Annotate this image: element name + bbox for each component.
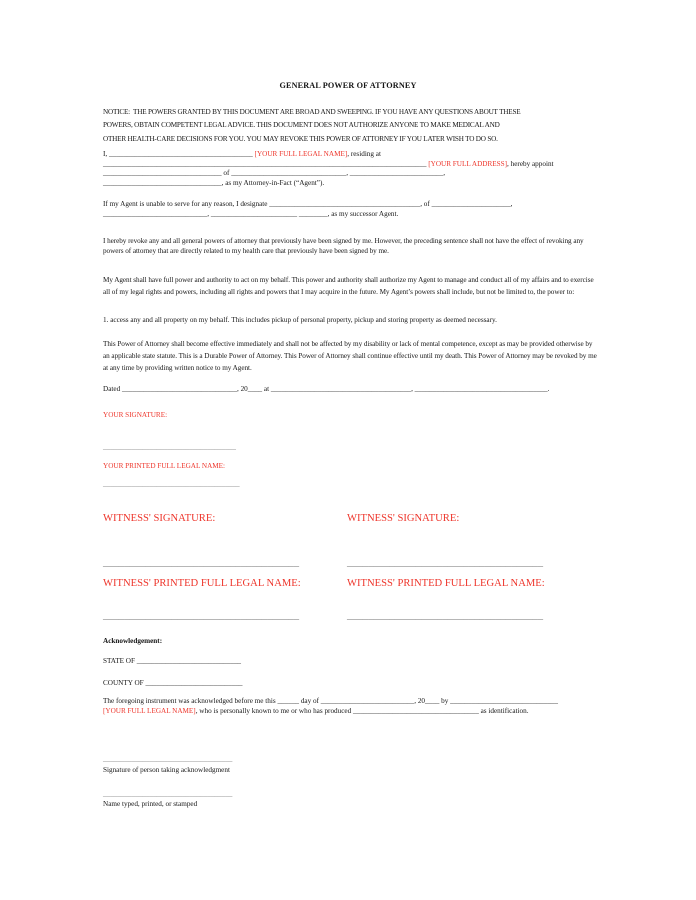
notice-line: POWERS, OBTAIN COMPETENT LEGAL ADVICE. THIS DOCUMENT DOES NOT AUTHORIZE ANYONE TO MAKE MEDICAL AND	[103, 121, 500, 130]
witness1-printed-name-label: WITNESS' PRINTED FULL LEGAL NAME:	[103, 578, 301, 589]
witness1-signature-line: _____________________________________	[103, 557, 299, 568]
successor-clause	[103, 200, 512, 219]
appointment-text: of	[221, 169, 232, 178]
appointment-text: , hereby appoint	[507, 159, 554, 168]
acknowledged-by-blank: ______________________________	[450, 697, 558, 705]
county-label: COUNTY OF	[103, 679, 146, 687]
successor-line-1	[103, 200, 512, 210]
county-blank: ___________________________	[145, 679, 243, 687]
successor-blank: ________	[298, 209, 328, 218]
dated-line	[103, 384, 549, 394]
agent-extra-blank: _________________________________	[103, 179, 222, 188]
county-line	[103, 678, 243, 688]
principal-printed-name-label: YOUR PRINTED FULL LEGAL NAME:	[103, 462, 226, 470]
principal-signature-line: _____________________________________	[103, 443, 236, 451]
ack-text: day of	[299, 697, 321, 705]
successor-text: If my Agent is unable to serve for any reason, I designate	[103, 200, 270, 208]
notice-paragraph	[103, 106, 520, 146]
witness2-printed-name-label: WITNESS' PRINTED FULL LEGAL NAME:	[347, 578, 545, 589]
appointment-line-2	[103, 160, 554, 170]
acknowledgment-heading: Acknowledgement:	[103, 637, 163, 645]
dated-text: ,	[411, 385, 415, 393]
notary-signature-line: ____________________________________	[103, 755, 233, 763]
dated-text: Dated	[103, 385, 122, 393]
place-blank: _____________________________________	[414, 385, 548, 393]
appointment-text: , residing at	[347, 150, 381, 158]
ack-text: , 20	[414, 697, 425, 705]
power-item-1: 1. access any and all property on my behalf. This includes pickup of personal property, pickup and storing property as deemed necessary.	[103, 316, 497, 324]
state-blank: _____________________________	[136, 657, 241, 665]
appointment-text: , as my Attorney-in-Fact (“Agent”).	[221, 179, 325, 188]
state-label: STATE OF	[103, 657, 137, 665]
agent-state-blank: __________________________	[349, 169, 444, 178]
state-line	[103, 656, 241, 666]
principal-printed-name-line: ______________________________________	[103, 480, 240, 488]
powers-clause: My Agent shall have full power and authority to act on my behalf. This power and authority shall authorize my Agent to manage and conduct all of my affairs and to exercise all of my legal rights and powers, including all rights and powers that I may acquire in the future. My Agent’s powers shall include, but not be limited to, the power to:	[103, 276, 594, 296]
appointment-text: I,	[103, 150, 109, 158]
agent-name-blank: _________________________________	[103, 169, 222, 178]
successor-state-blank: _____________________________	[103, 209, 208, 218]
durability-clause: This Power of Attorney shall become effective immediately and shall not be affected by my disability or lack of mental competence, except as may be provided otherwise by an applicable state statute. This is a Durable Power of Attorney. This Power of Attorney shall continue effective until my death. This Power of Attorney may be revoked by me at any time by providing written notice to my Agent.	[103, 340, 597, 372]
ack-text: , who is personally known to me or who has produced	[195, 707, 354, 715]
dated-text: at	[262, 385, 271, 393]
principal-address-blank: __________________________________________________________________________________________	[103, 159, 427, 168]
witness1-printed-name-line: _____________________________________	[103, 610, 299, 621]
place-blank: _______________________________________	[270, 385, 412, 393]
witness1-signature-label: WITNESS' SIGNATURE:	[103, 513, 216, 524]
date-blank: ________________________________	[121, 385, 237, 393]
identification-blank: ___________________________________	[353, 707, 479, 715]
principal-signature-label: YOUR SIGNATURE:	[103, 411, 168, 419]
notary-acknowledgment-line-1	[103, 696, 558, 706]
notary-name-line: ____________________________________	[103, 790, 233, 798]
principal-name-placeholder: [YOUR FULL LEGAL NAME]	[254, 150, 348, 158]
ack-text: by	[439, 697, 451, 705]
successor-text: , of	[420, 200, 432, 208]
appointment-text: ,	[346, 169, 350, 178]
notary-name-caption: Name typed, printed, or stamped	[103, 800, 198, 808]
successor-blank: ________________________	[210, 209, 298, 218]
appointment-text: ,	[443, 169, 446, 178]
successor-text: , as my successor Agent.	[327, 209, 399, 218]
ack-text: as identification.	[478, 707, 529, 715]
successor-name-blank: __________________________________________	[269, 200, 421, 208]
notary-signature-caption: Signature of person taking acknowledgment	[103, 766, 230, 774]
dated-text: , 20	[236, 385, 248, 393]
witness2-printed-name-line: _____________________________________	[347, 610, 543, 621]
year-blank: ____	[247, 385, 263, 393]
agent-city-blank: ________________________________	[231, 169, 347, 178]
principal-name-placeholder: [YOUR FULL LEGAL NAME]	[103, 707, 196, 715]
ack-text: The foregoing instrument was acknowledged before me this	[103, 697, 278, 705]
appointment-line-1	[103, 150, 554, 160]
month-blank: __________________________	[320, 697, 415, 705]
successor-city-blank: ______________________	[431, 200, 511, 208]
appointment-line-3	[103, 169, 554, 179]
notice-line: OTHER HEALTH-CARE DECISIONS FOR YOU. YOU MAY REVOKE THIS POWER OF ATTORNEY IF YOU LATER WISH TO DO SO.	[103, 134, 498, 143]
successor-line-2	[103, 210, 512, 220]
dated-text: .	[547, 385, 550, 393]
witness2-signature-line: _____________________________________	[347, 557, 543, 568]
notary-acknowledgment	[103, 696, 558, 716]
successor-text: ,	[510, 200, 513, 208]
principal-name-blank: ________________________________________	[109, 150, 253, 158]
document-title: GENERAL POWER OF ATTORNEY	[279, 81, 417, 90]
successor-text: ,	[207, 209, 211, 218]
appointment-clause	[103, 150, 554, 189]
day-blank: ______	[277, 697, 300, 705]
notice-line: NOTICE: THE POWERS GRANTED BY THIS DOCUMENT ARE BROAD AND SWEEPING. IF YOU HAVE ANY QUESTIONS ABOUT THESE	[103, 108, 521, 116]
witness2-signature-label: WITNESS' SIGNATURE:	[347, 513, 460, 524]
appointment-line-4	[103, 179, 554, 189]
notary-acknowledgment-line-2	[103, 706, 558, 716]
year-blank: ____	[425, 697, 440, 705]
revocation-clause: I hereby revoke any and all general powers of attorney that previously have been signed by me. However, the preceding sentence shall not have the effect of revoking any powers of attorney that are directly related to my health care that previously have been signed by me.	[103, 237, 584, 255]
principal-address-placeholder: [YOUR FULL ADDRESS]	[428, 159, 508, 168]
